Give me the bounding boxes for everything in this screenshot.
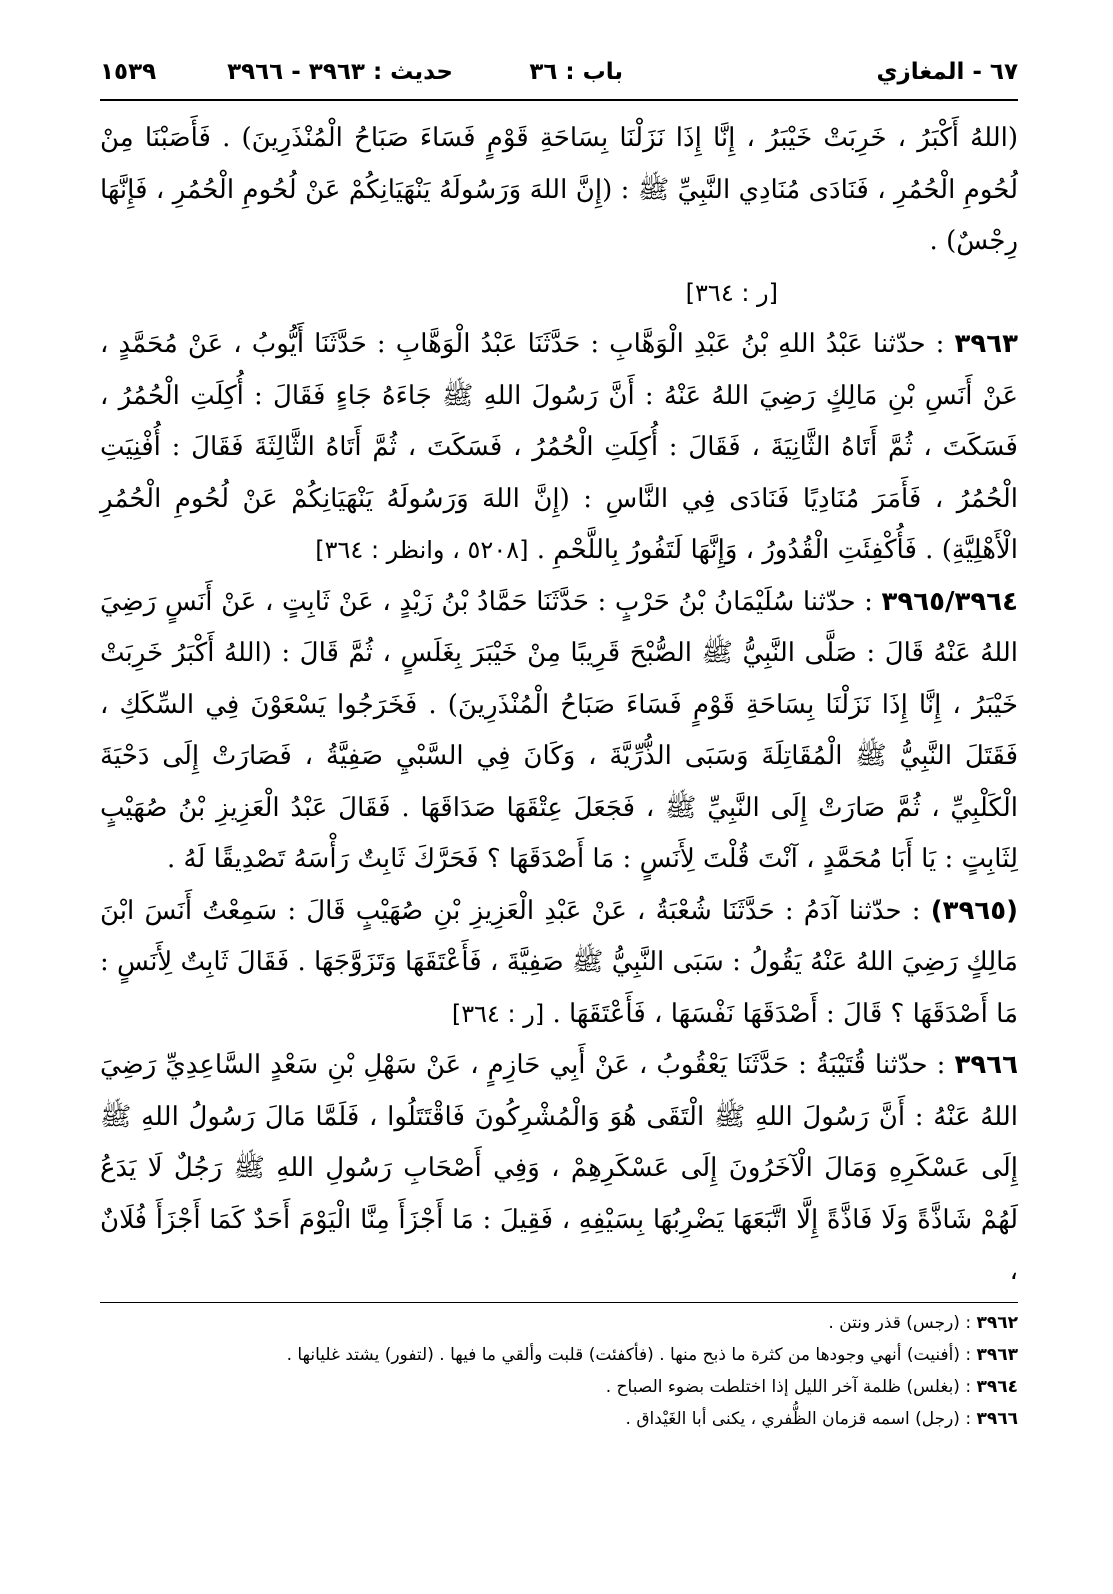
hadith-text: : حدّثنا سُلَيْمَانُ بْنُ حَرْبٍ : حَدَّثَنَا حَمَّادُ بْنُ زَيْدٍ ، عَنْ ثَابِتٍ ، عَنْ أَنَسٍ رَضِيَ اللهُ عَنْهُ قَالَ : صَلَّى النَّبِيُّ ﷺ الصُّبْحَ قَرِيبًا مِنْ خَيْبَرَ بِغَلَسٍ ، ثُمَّ قَالَ : (اللهُ أَكْبَرُ خَرِبَتْ خَيْبَرُ ، إِنَّا إِذَا نَزَلْنَا بِسَاحَةِ قَوْمٍ فَسَاءَ صَبَاحُ الْمُنْذَرِينَ) . فَخَرَجُوا يَسْعَوْنَ فِي السِّكَكِ ، فَقَتَلَ النَّبِيُّ ﷺ الْمُقَاتِلَةَ وَسَبَى الذُّرِّيَّةَ ، وَكَانَ فِي السَّبْيِ صَفِيَّةُ ، فَصَارَتْ إِلَى دَحْيَةَ الْكَلْبِيِّ ، ثُمَّ صَارَتْ إِلَى النَّبِيِّ ﷺ ، فَجَعَلَ عِتْقَهَا صَدَاقَهَا . فَقَالَ عَبْدُ الْعَزِيزِ بْنُ صُهَيْبٍ لِثَابِتٍ : يَا أَبَا مُحَمَّدٍ ، آنْتَ قُلْتَ لِأَنَسٍ : مَا أَصْدَقَهَا ؟ فَحَرَّكَ ثَابِتٌ رَأْسَهُ تَصْدِيقًا لَهُ . <box>100 586 1018 874</box>
running-header <box>100 55 1018 101</box>
reference-line <box>100 268 1018 320</box>
hadith-3966 <box>100 1040 1018 1298</box>
hadith-number: ٣٩٦٣ <box>954 329 1018 359</box>
hadith-3965 <box>100 886 1018 1041</box>
footnote <box>100 1371 1018 1403</box>
bab-number: باب : ٣٦ <box>529 59 623 85</box>
footnote-text: : (بغلس) ظلمة آخر الليل إذا اختلطت بضوء الصباح . <box>605 1376 972 1397</box>
footnote-number: ٣٩٦٤ <box>976 1376 1018 1397</box>
footnote <box>100 1403 1018 1435</box>
footnote <box>100 1307 1018 1339</box>
footnote-text: : (رجس) قذر ونتن . <box>828 1312 972 1333</box>
hadith-3963 <box>100 319 1018 577</box>
main-text <box>100 113 1018 1298</box>
footnote <box>100 1339 1018 1371</box>
hadith-number: (٣٩٦٥) <box>930 895 1019 926</box>
footnote-text: : (رجل) اسمه قزمان الظُّفري ، يكنى أبا الغَيْداق . <box>625 1408 972 1429</box>
footnote-text: : (أفنيت) أنهي وجودها من كثرة ما ذبح منها . (فأكفئت) قلبت وألقي ما فيها . (لتفور) يشتد غليانها . <box>286 1344 972 1365</box>
hadith-text: : حدّثنا آدَمُ : حَدَّثَنَا شُعْبَةُ ، عَنْ عَبْدِ الْعَزِيزِ بْنِ صُهَيْبٍ قَالَ : سَمِعْتُ أَنَسَ ابْنَ مَالِكٍ رَضِيَ اللهُ عَنْهُ يَقُولُ : سَبَى النَّبِيُّ ﷺ صَفِيَّةَ ، فَأَعْتَقَهَا وَتَزَوَّجَهَا . فَقَالَ ثَابِتٌ لِأَنَسٍ : مَا أَصْدَقَهَا ؟ قَالَ : أَصْدَقَهَا نَفْسَهَا ، فَأَعْتَقَهَا . <box>100 895 1018 1029</box>
hadith-text: : حدّثنا عَبْدُ اللهِ بْنُ عَبْدِ الْوَهَّابِ : حَدَّثَنَا عَبْدُ الْوَهَّابِ : حَدَّثَنَا أَيُّوبُ ، عَنْ مُحَمَّدٍ ، عَنْ أَنَسِ بْنِ مَالِكٍ رَضِيَ اللهُ عَنْهُ : أَنَّ رَسُولَ اللهِ ﷺ جَاءَهُ جَاءٍ فَقَالَ : أُكِلَتِ الْحُمُرُ ، فَسَكَتَ ، ثُمَّ أَتَاهُ الثَّانِيَةَ ، فَقَالَ : أُكِلَتِ الْحُمُرُ ، فَسَكَتَ ، ثُمَّ أَتَاهُ الثَّالِثَةَ فَقَالَ : أُفْنِيَتِ الْحُمُرُ ، فَأَمَرَ مُنَادِيًا فَنَادَى فِي النَّاسِ : (إِنَّ اللهَ وَرَسُولَهُ يَنْهَيَانِكُمْ عَنْ لُحُومِ الْحُمُرِ الْأَهْلِيَّةِ) . فَأُكْفِئَتِ الْقُدُورُ ، وَإِنَّهَا لَتَفُورُ بِاللَّحْمِ . <box>100 329 1018 565</box>
page-number: ١٥٣٩ <box>100 59 157 85</box>
footnote-number: ٣٩٦٣ <box>976 1344 1018 1365</box>
cross-reference: [ر : ٣٦٤] <box>685 278 778 307</box>
book-page <box>100 55 1018 1435</box>
hadith-range: حديث : ٣٩٦٣ - ٣٩٦٦ <box>227 59 453 85</box>
footnote-number: ٣٩٦٢ <box>976 1312 1018 1333</box>
cross-reference: [ر : ٣٦٤] <box>451 999 545 1028</box>
paragraph-continuation <box>100 113 1018 268</box>
hadith-number: ٣٩٦٦ <box>954 1050 1019 1080</box>
footnotes <box>100 1307 1018 1435</box>
cross-reference: [٥٢٠٨ ، وانظر : ٣٦٤] <box>315 536 529 564</box>
paragraph-text: (اللهُ أَكْبَرُ ، خَرِبَتْ خَيْبَرُ ، إِنَّا إِذَا نَزَلْنَا بِسَاحَةِ قَوْمٍ فَسَاءَ صَبَاحُ الْمُنْذَرِينَ) . فَأَصَبْنَا مِنْ لُحُومِ الْحُمُرِ ، فَنَادَى مُنَادِي النَّبِيِّ ﷺ : (إِنَّ اللهَ وَرَسُولَهُ يَنْهَيَانِكُمْ عَنْ لُحُومِ الْحُمُرِ ، فَإِنَّهَا رِجْسٌ) . <box>100 123 1018 256</box>
hadith-3964-3965 <box>100 577 1018 886</box>
hadith-text: : حدّثنا قُتَيْبَةُ : حَدَّثَنَا يَعْقُوبُ ، عَنْ أَبِي حَازِمٍ ، عَنْ سَهْلِ بْنِ سَعْدٍ السَّاعِدِيِّ رَضِيَ اللهُ عَنْهُ : أَنَّ رَسُولَ اللهِ ﷺ الْتَقَى هُوَ وَالْمُشْرِكُونَ فَاقْتَتَلُوا ، فَلَمَّا مَالَ رَسُولُ اللهِ ﷺ إِلَى عَسْكَرِهِ وَمَالَ الْآخَرُونَ إِلَى عَسْكَرِهِمْ ، وَفِي أَصْحَابِ رَسُولِ اللهِ ﷺ رَجُلٌ لَا يَدَعُ لَهُمْ شَاذَّةً وَلَا فَاذَّةً إِلَّا اتَّبَعَهَا يَضْرِبُهَا بِسَيْفِهِ ، فَقِيلَ : مَا أَجْزَأَ مِنَّا الْيَوْمَ أَحَدٌ كَمَا أَجْزَأَ فُلَانٌ ، <box>100 1050 1018 1286</box>
footnote-divider <box>100 1302 1018 1303</box>
hadith-number: ٣٩٦٥/٣٩٦٤ <box>881 586 1018 617</box>
footnote-number: ٣٩٦٦ <box>976 1408 1018 1429</box>
chapter-title: ٦٧ - المغازي <box>876 59 1018 85</box>
